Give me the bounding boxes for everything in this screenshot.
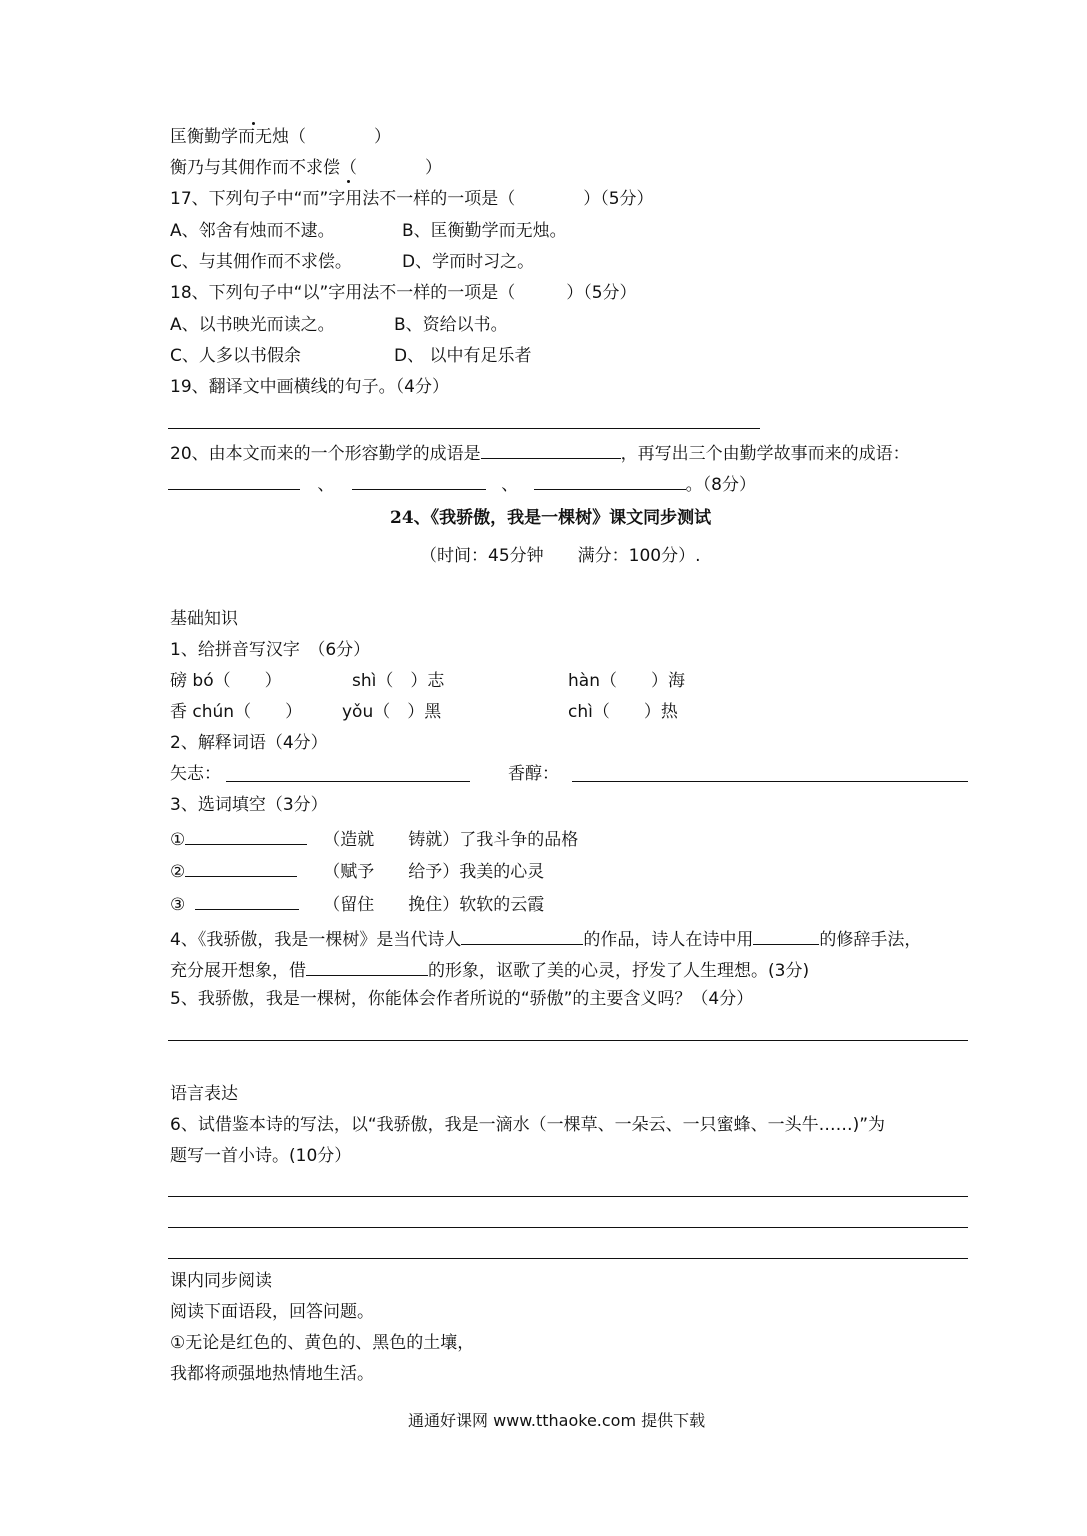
q20-part1: 20、由本文而来的一个形容勤学的成语是	[170, 444, 481, 464]
q17-option-b: B、匡衡勤学而无烛。	[402, 221, 567, 241]
q17-stem: 17、下列句子中“而”字用法不一样的一项是（ ）（5分）	[170, 189, 654, 209]
b3-stem: 3、选词填空（3分）	[170, 795, 328, 815]
time-info: （时间：45分钟 满分：100分）.	[420, 546, 701, 566]
b2-stem: 2、解释词语（4分）	[170, 733, 328, 753]
item-text: （赋予 给予）我美的心灵	[323, 862, 545, 882]
answer-line[interactable]	[168, 1227, 968, 1228]
read-line: 阅读下面语段，回答问题。	[170, 1302, 374, 1322]
section-title: 24、《我骄傲，我是一棵树》课文同步测试	[390, 508, 712, 528]
expr-heading: 语言表达	[170, 1084, 238, 1104]
pinyin-item: 香 chún（ ）	[170, 702, 303, 722]
b4-line-1	[170, 926, 921, 951]
answer-blank[interactable]	[481, 440, 621, 459]
b5-stem: 5、我骄傲，我是一棵树，你能体会作者所说的“骄傲”的主要含义吗？（4分）	[170, 989, 754, 1009]
answer-blank[interactable]	[534, 471, 686, 490]
emphasis-dot	[252, 122, 255, 125]
read-line: ①无论是红色的、黄色的、黑色的土壤，	[170, 1333, 475, 1353]
b4-part3: 的修辞手法，	[819, 930, 922, 950]
answer-line[interactable]	[226, 781, 470, 782]
b4-part1: 4、《我骄傲，我是一棵树》是当代诗人	[170, 930, 462, 950]
q20-line-1	[170, 440, 910, 465]
answer-blank[interactable]	[185, 826, 307, 845]
answer-blank[interactable]	[461, 926, 583, 945]
b4-line-2	[170, 957, 809, 982]
q18-option-d: D、 以中有足乐者	[394, 346, 532, 366]
b3-item-1	[170, 826, 578, 851]
q16-line-1: 匡衡勤学而无烛（ ）	[170, 127, 391, 147]
b3-item-3	[170, 891, 544, 916]
answer-blank[interactable]	[753, 926, 819, 945]
answer-blank[interactable]	[168, 471, 300, 490]
q18-option-b: B、资给以书。	[394, 315, 508, 335]
b1-stem: 1、给拼音写汉字 （6分）	[170, 640, 371, 660]
answer-line[interactable]	[168, 1040, 968, 1041]
answer-line[interactable]	[168, 1196, 968, 1197]
answer-line[interactable]	[572, 781, 968, 782]
e6-line-2: 题写一首小诗。(10分）	[170, 1146, 352, 1166]
item-text: （造就 铸就）了我斗争的品格	[323, 830, 579, 850]
q18-option-c: C、人多以书假余	[170, 346, 301, 366]
answer-blank[interactable]	[352, 471, 486, 490]
answer-blank[interactable]	[185, 858, 297, 877]
q18-stem: 18、下列句子中“以”字用法不一样的一项是（ ）（5分）	[170, 283, 637, 303]
pinyin-item: 磅 bó（ ）	[170, 671, 282, 691]
answer-blank[interactable]	[306, 957, 428, 976]
b4-part2: 的作品，诗人在诗中用	[583, 930, 754, 950]
q17-option-a: A、邻舍有烛而不逮。	[170, 221, 335, 241]
b3-item-2	[170, 858, 544, 883]
b4-part5: 的形象，讴歌了美的心灵，抒发了人生理想。(3分)	[428, 961, 810, 981]
answer-blank[interactable]	[195, 891, 299, 910]
item-number: ③	[170, 895, 186, 915]
q18-option-a: A、以书映光而读之。	[170, 315, 335, 335]
answer-line[interactable]	[168, 428, 760, 429]
read-heading: 课内同步阅读	[170, 1271, 272, 1291]
e6-line-1: 6、试借鉴本诗的写法，以“我骄傲，我是一滴水（一棵草、一朵云、一只蜜蜂、一头牛……)”为	[170, 1115, 886, 1135]
q20-end: 。（8分）	[685, 475, 756, 495]
basic-heading: 基础知识	[170, 609, 238, 629]
read-line: 我都将顽强地热情地生活。	[170, 1364, 374, 1384]
pinyin-item: hàn（ ）海	[568, 671, 685, 691]
separator: 、	[317, 475, 335, 495]
q16-line-2: 衡乃与其佣作而不求偿（ ）	[170, 158, 442, 178]
b2-word-2: 香醇：	[508, 764, 559, 784]
item-number: ②	[170, 862, 186, 882]
q17-option-c: C、与其佣作而不求偿。	[170, 252, 352, 272]
pinyin-item: chì（ ）热	[568, 702, 678, 722]
item-text: （留住 挽住）软软的云霞	[323, 895, 545, 915]
b4-part4: 充分展开想象，借	[170, 961, 306, 981]
q20-line-2	[168, 471, 756, 496]
b2-word-1: 矢志：	[170, 764, 221, 784]
separator: 、	[501, 475, 519, 495]
item-number: ①	[170, 830, 186, 850]
q17-option-d: D、学而时习之。	[402, 252, 535, 272]
q19-stem: 19、翻译文中画横线的句子。（4分）	[170, 377, 449, 397]
emphasis-dot	[347, 180, 350, 183]
footer-credit: 通通好课网 www.tthaoke.com 提供下载	[408, 1411, 706, 1430]
pinyin-item: shì（ ）志	[352, 671, 445, 691]
answer-line[interactable]	[168, 1258, 968, 1259]
q20-part2: ，再写出三个由勤学故事而来的成语：	[620, 444, 910, 464]
pinyin-item: yǒu（ ）黑	[342, 702, 442, 722]
